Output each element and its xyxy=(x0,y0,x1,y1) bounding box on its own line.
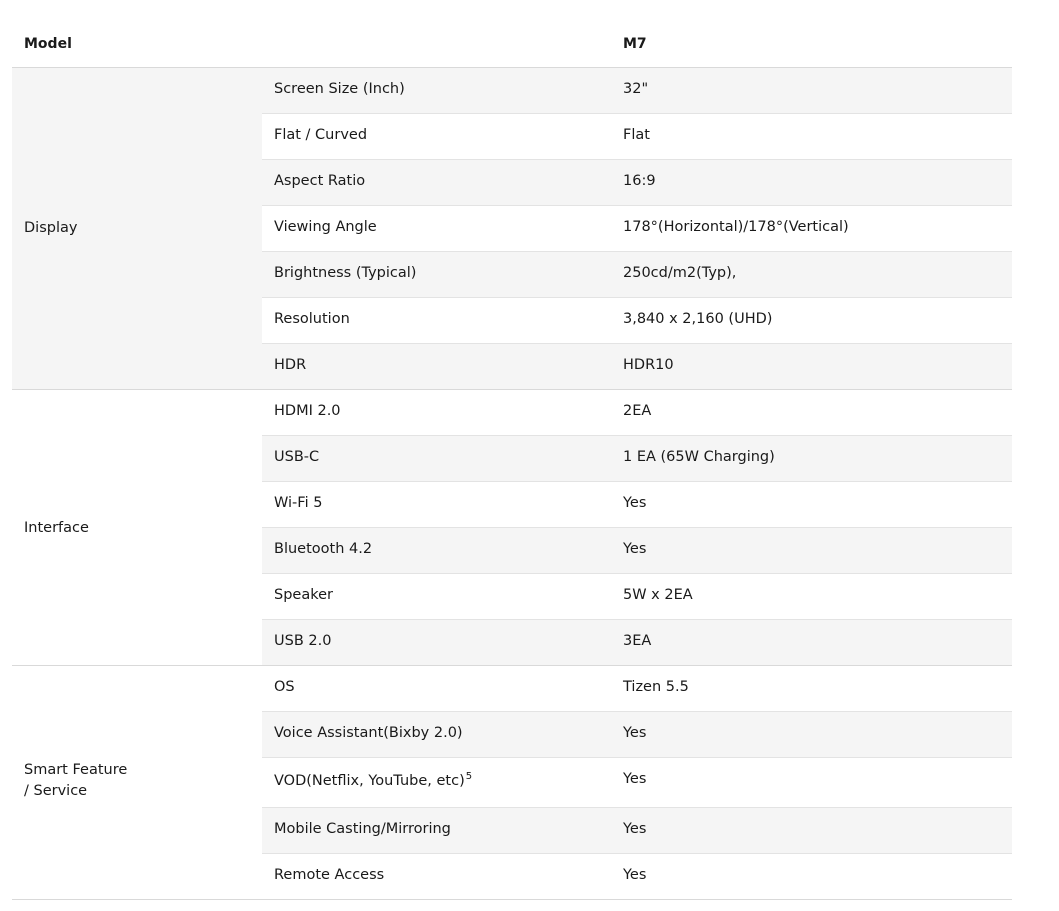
model-header-label: Model xyxy=(24,36,72,52)
table-header-row xyxy=(12,21,1012,68)
spec-row-vod xyxy=(262,758,1012,808)
spec-row-speaker xyxy=(262,574,1012,620)
spec-row-remote-access xyxy=(262,854,1012,899)
spec-group-display xyxy=(12,68,1012,390)
spec-name-text: VOD(Netflix, YouTube, etc) xyxy=(274,773,465,789)
spec-name: Speaker xyxy=(274,587,333,603)
spec-value: Yes xyxy=(623,867,647,883)
spec-row-flat-curved xyxy=(262,114,1012,160)
spec-row-bluetooth xyxy=(262,528,1012,574)
spec-value: 32" xyxy=(623,81,649,97)
spec-value: Yes xyxy=(623,495,647,511)
spec-value: Yes xyxy=(623,821,647,837)
spec-row-screen-size xyxy=(262,68,1012,114)
spec-name: OS xyxy=(274,679,295,695)
spec-value: 1 EA (65W Charging) xyxy=(623,449,775,465)
spec-value: HDR10 xyxy=(623,357,674,373)
spec-value: Tizen 5.5 xyxy=(623,679,689,695)
spec-table xyxy=(12,21,1012,900)
spec-value: 3,840 x 2,160 (UHD) xyxy=(623,311,773,327)
spec-group-interface xyxy=(12,390,1012,666)
spec-name: Bluetooth 4.2 xyxy=(274,541,373,557)
spec-name: Aspect Ratio xyxy=(274,173,366,189)
spec-group-smart-feature xyxy=(12,666,1012,900)
spec-name: Voice Assistant(Bixby 2.0) xyxy=(274,725,463,741)
spec-value: 2EA xyxy=(623,403,652,419)
spec-row-mobile-casting xyxy=(262,808,1012,854)
spec-name: USB-C xyxy=(274,449,320,465)
spec-name: Remote Access xyxy=(274,867,385,883)
spec-name: Wi-Fi 5 xyxy=(274,495,323,511)
spec-row-usb2 xyxy=(262,620,1012,665)
spec-row-hdr xyxy=(262,344,1012,389)
spec-value: 178°(Horizontal)/178°(Vertical) xyxy=(623,219,849,235)
spec-value: Yes xyxy=(623,771,647,787)
spec-name: Screen Size (Inch) xyxy=(274,81,405,97)
spec-row-os xyxy=(262,666,1012,712)
spec-row-aspect-ratio xyxy=(262,160,1012,206)
group-label-line2: / Service xyxy=(24,783,88,799)
spec-value: Yes xyxy=(623,541,647,557)
spec-row-resolution xyxy=(262,298,1012,344)
spec-row-voice-assistant xyxy=(262,712,1012,758)
spec-row-brightness xyxy=(262,252,1012,298)
spec-name: HDMI 2.0 xyxy=(274,403,341,419)
spec-value: 16:9 xyxy=(623,173,656,189)
spec-name: Resolution xyxy=(274,311,350,327)
spec-row-hdmi xyxy=(262,390,1012,436)
spec-value: 5W x 2EA xyxy=(623,587,693,603)
spec-name: Flat / Curved xyxy=(274,127,368,143)
spec-name: Mobile Casting/Mirroring xyxy=(274,821,451,837)
footnote-marker: 5 xyxy=(465,771,473,782)
spec-row-viewing-angle xyxy=(262,206,1012,252)
spec-value: Flat xyxy=(623,127,650,143)
spec-name xyxy=(274,771,472,789)
spec-name: Brightness (Typical) xyxy=(274,265,417,281)
group-label-line1: Smart Feature xyxy=(24,762,128,778)
group-label-smart-feature xyxy=(24,760,127,802)
spec-value: 3EA xyxy=(623,633,652,649)
spec-name: HDR xyxy=(274,357,307,373)
spec-value: 250cd/m2(Typ), xyxy=(623,265,737,281)
spec-value: Yes xyxy=(623,725,647,741)
spec-row-usb-c xyxy=(262,436,1012,482)
group-label-interface: Interface xyxy=(24,520,89,536)
group-label-display: Display xyxy=(24,220,78,236)
spec-row-wifi xyxy=(262,482,1012,528)
spec-name: Viewing Angle xyxy=(274,219,377,235)
spec-name: USB 2.0 xyxy=(274,633,332,649)
model-header-value: M7 xyxy=(623,36,647,52)
